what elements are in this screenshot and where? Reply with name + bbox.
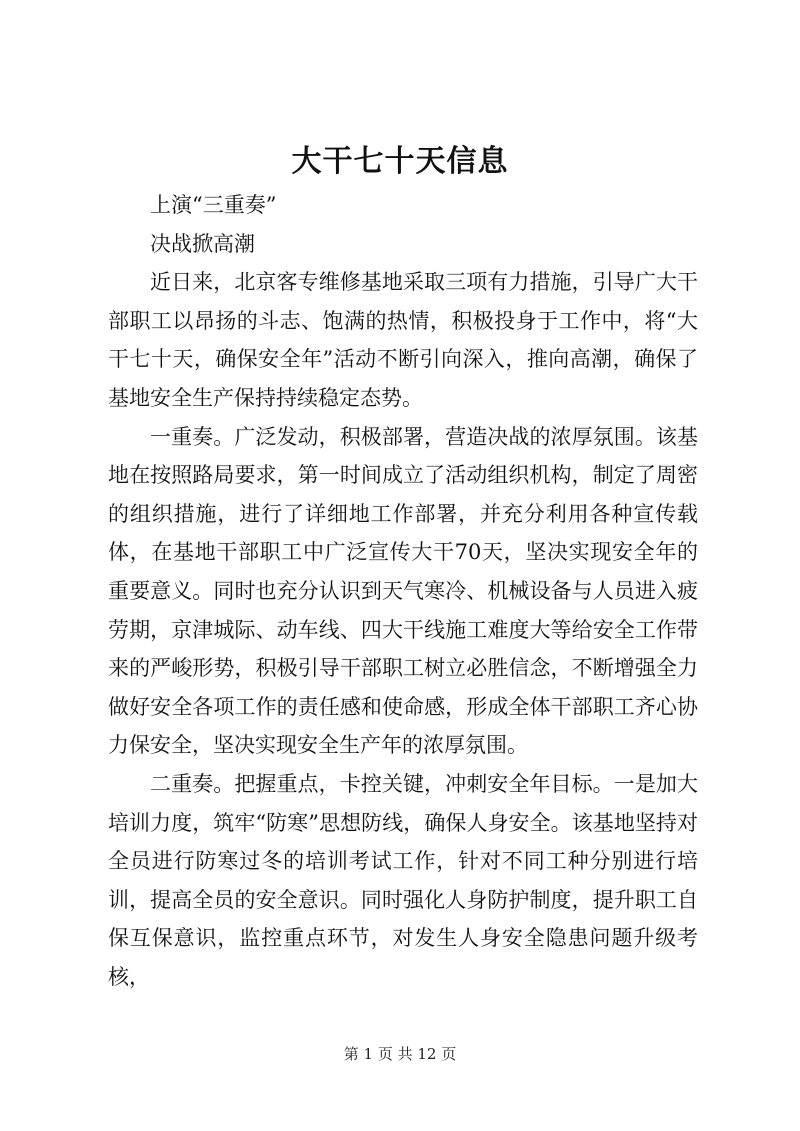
paragraph-intro: 近日来，北京客专维修基地采取三项有力措施，引导广大干部职工以昂扬的斗志、饱满的热情，积极投身于工作中，将“大干七十天，确保安全年”活动不断引向深入，推向高潮，确保了基地安全生产保持持续稳定态势。 [108,270,698,410]
paragraph-first-movement: 一重奏。广泛发动，积极部署，营造决战的浓厚氛围。该基地在按照路局要求，第一时间成立了活动组织机构，制定了周密的组织措施，进行了详细地工作部署，并充分利用各种宣传载体，在基地干部职工中广泛宣传大干70天，坚决实现安全年的重要意义。同时也充分认识到天气寒冷、机械设备与人员进入疲劳期，京津城际、动车线、四大干线施工难度大等给安全工作带来的严峻形势，积极引导干部职工树立必胜信念，不断增强全力做好安全各项工作的责任感和使命感，形成全体干部职工齐心协力保安全，坚决实现安全生产年的浓厚氛围。 [108,424,698,758]
document-body [108,186,698,996]
page-number-footer: 第 1 页 共 12 页 [343,1045,457,1063]
subtitle-line-2: 决战掀高潮 [150,231,255,256]
subtitle-line-1: 上演“三重奏” [150,193,277,217]
document-title: 大干七十天信息 [291,144,509,179]
paragraph-second-movement: 二重奏。把握重点，卡控关键，冲刺安全年目标。一是加大培训力度，筑牢“防寒”思想防线，确保人身安全。该基地坚持对全员进行防寒过冬的培训考试工作，针对不同工种分别进行培训，提高全员的安全意识。同时强化人身防护制度，提升职工自保互保意识，监控重点环节，对发生人身安全隐患问题升级考核， [108,771,698,989]
